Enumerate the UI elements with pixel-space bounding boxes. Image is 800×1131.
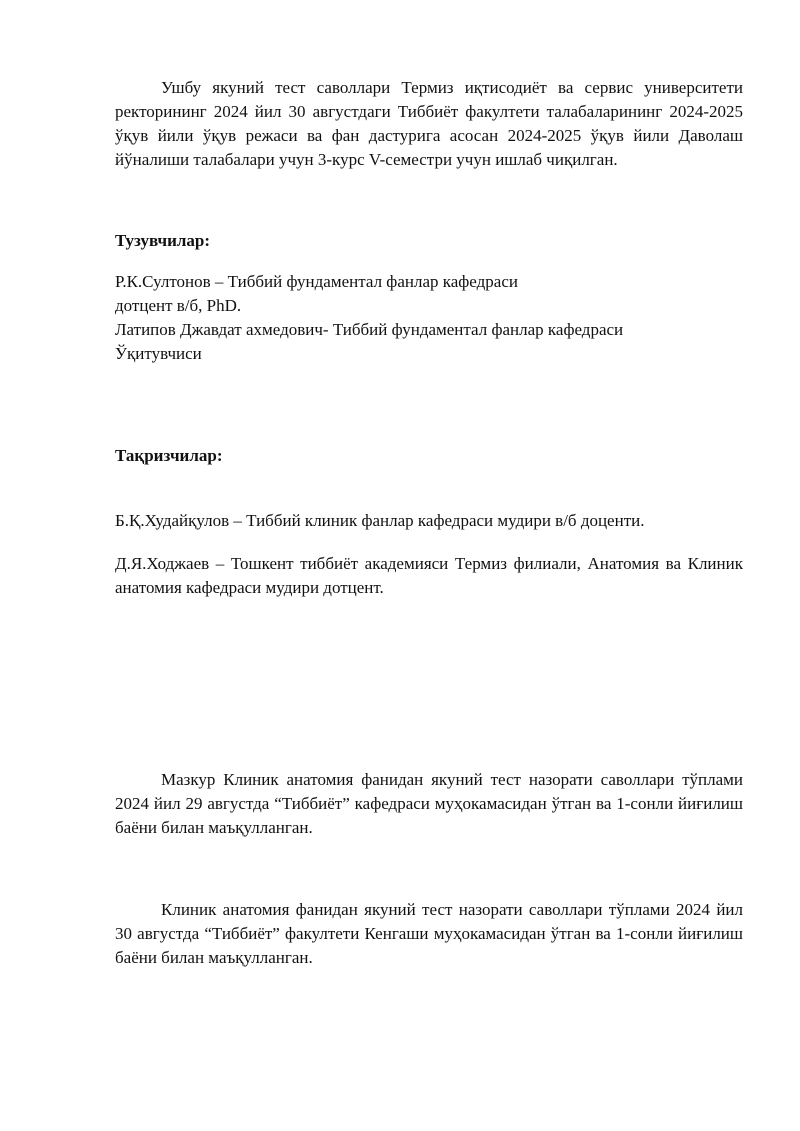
approval-department-paragraph: Мазкур Клиник анатомия фанидан якуний тест назорати саволлари тўплами 2024 йил 29 августда “Тиббиёт” кафедраси муҳокамасидан ўтган ва 1-сонли йиғилиш баёни билан маъқулланган.: [115, 770, 743, 837]
reviewer-1: Б.Қ.Худайқулов – Тиббий клиник фанлар кафедраси мудири в/б доценти.: [115, 511, 645, 530]
intro-paragraph: Ушбу якуний тест саволлари Термиз иқтисодиёт ва сервис университети ректорининг 2024 йил 30 августдаги Тиббиёт факултети талабаларининг 2024-2025 ўқув йили ўқув режаси ва фан дастурига асосан 2024-2025 ўқув йили Даволаш йўналиши талабалари учун 3-курс V-семестри учун ишлаб чиқилган.: [115, 78, 743, 169]
authors-heading: Тузувчилар:: [115, 231, 211, 250]
author-line-3: Латипов Джавдат ахмедович- Тиббий фундаментал фанлар кафедраси: [115, 320, 624, 339]
approval-faculty-paragraph: Клиник анатомия фанидан якуний тест назорати саволлари тўплами 2024 йил 30 августда “Тиббиёт” факултети Кенгаши муҳокамасидан ўтган ва 1-сонли йиғилиш баёни билан маъқулланган.: [115, 900, 743, 967]
reviewers-heading: Тақризчилар:: [115, 446, 223, 465]
author-line-2: дотцент в/б, PhD.: [115, 296, 242, 315]
author-line-1: Р.К.Султонов – Тиббий фундаментал фанлар кафедраси: [115, 272, 518, 291]
authors-list: [115, 270, 743, 366]
author-line-4: Ўқитувчиси: [115, 344, 202, 363]
reviewer-2: Д.Я.Ходжаев – Тошкент тиббиёт академияси Термиз филиали, Анатомия ва Клиник анатомия кафедраси мудири дотцент.: [115, 554, 743, 597]
